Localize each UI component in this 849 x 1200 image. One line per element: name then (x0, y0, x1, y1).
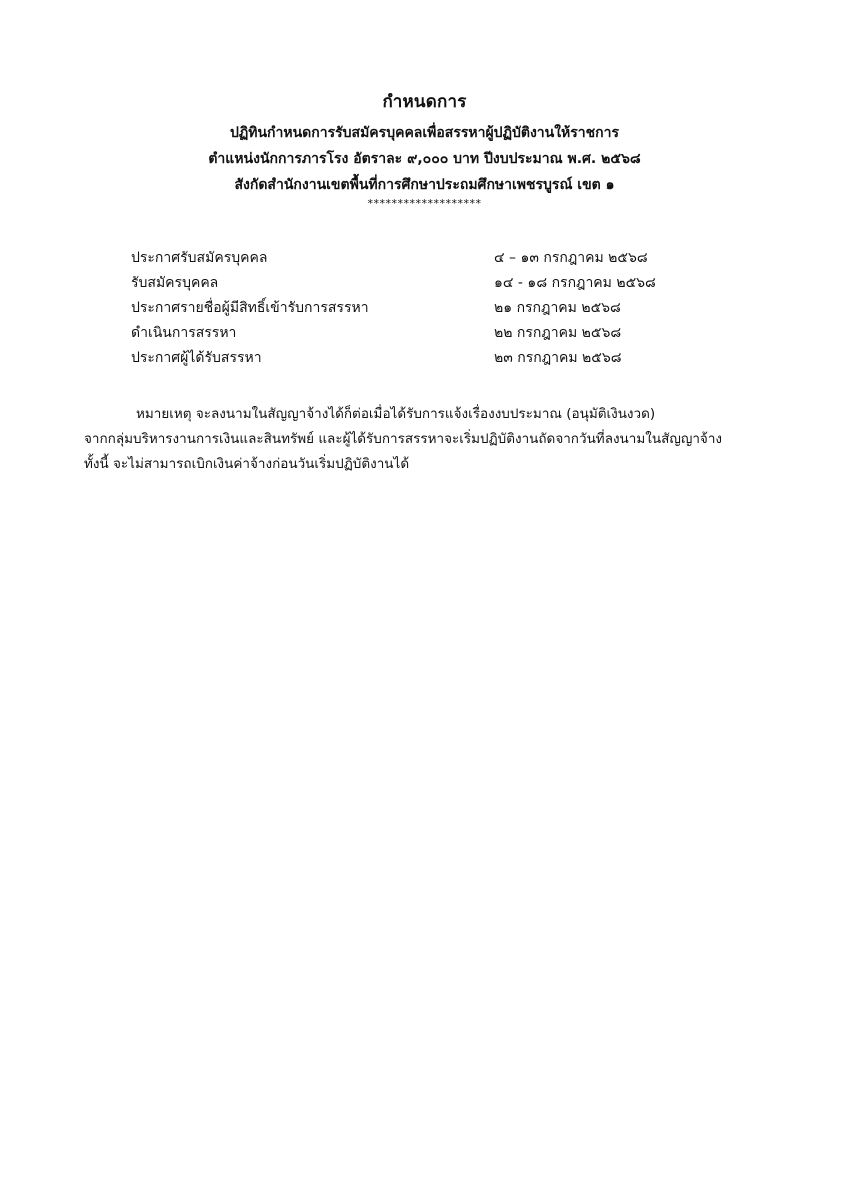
schedule-row (131, 296, 691, 321)
schedule-row (131, 271, 691, 296)
schedule-event: ดำเนินการสรรหา (131, 325, 237, 341)
note-paragraph (84, 402, 764, 477)
schedule-date: ๔ – ๑๓ กรกฎาคม ๒๕๖๘ (494, 250, 648, 266)
schedule-date: ๒๒ กรกฎาคม ๒๕๖๘ (494, 325, 622, 341)
schedule-date: ๒๑ กรกฎาคม ๒๕๖๘ (494, 300, 621, 316)
document-title: กำหนดการ (382, 92, 467, 112)
schedule-event: ประกาศผู้ได้รับสรรหา (131, 350, 262, 366)
schedule-date: ๒๓ กรกฎาคม ๒๕๖๘ (494, 350, 622, 366)
schedule-row (131, 246, 691, 271)
subtitle-line-1: ปฏิทินกำหนดการรับสมัครบุคคลเพื่อสรรหาผู้ปฏิบัติงานให้ราชการ (229, 125, 620, 141)
subtitle-line-3: สังกัดสำนักงานเขตพื้นที่การศึกษาประถมศึกษาเพชรบูรณ์ เขต ๑ (234, 177, 615, 193)
note-line-3: ทั้งนี้ จะไม่สามารถเบิกเงินค่าจ้างก่อนวันเริ่มปฏิบัติงานได้ (84, 456, 410, 472)
schedule-row (131, 346, 691, 371)
schedule-event: ประกาศรับสมัครบุคคล (131, 250, 268, 266)
schedule-row (131, 321, 691, 346)
schedule-event: รับสมัครบุคคล (131, 275, 219, 291)
schedule-event: ประกาศรายชื่อผู้มีสิทธิ์เข้ารับการสรรหา (131, 300, 369, 316)
note-line-1: หมายเหตุ จะลงนามในสัญญาจ้างได้ก็ต่อเมื่อได้รับการแจ้งเรื่องงบประมาณ (อนุมัติเงินงวด) (136, 406, 656, 422)
subtitle-line-2: ตำแหน่งนักการภารโรง อัตราละ ๙,๐๐๐ บาท ปีงบประมาณ พ.ศ. ๒๕๖๘ (208, 151, 641, 167)
schedule-date: ๑๔ - ๑๘ กรกฎาคม ๒๕๖๘ (494, 275, 656, 291)
note-line-2: จากกลุ่มบริหารงานการเงินและสินทรัพย์ และผู้ได้รับการสรรหาจะเริ่มปฏิบัติงานถัดจากวันที่ลงนามในสัญญาจ้าง (84, 431, 722, 447)
schedule-list (131, 246, 691, 371)
separator-stars: ******************* (367, 197, 482, 210)
